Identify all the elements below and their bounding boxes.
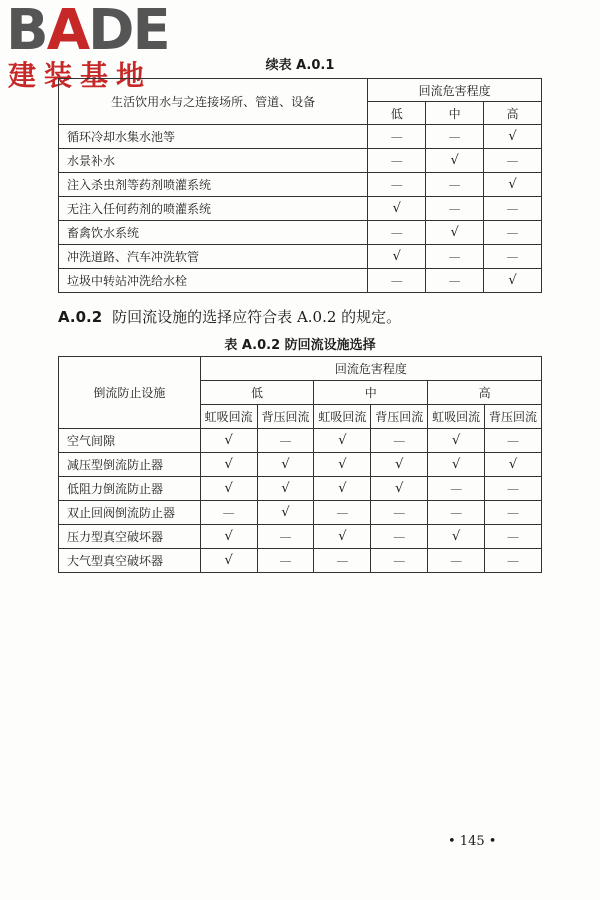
table1-level-header: 中 [426,102,484,125]
table1-level-header: 低 [368,102,426,125]
logo-subtitle: 建装基地 [8,59,153,92]
row-label: 大气型真空破坏器 [59,549,201,573]
table2-level-header: 高 [428,381,542,405]
table-cell: — [371,525,428,549]
table-cell: — [485,525,542,549]
table-row [59,549,542,573]
logo-brand: BADE [6,0,169,63]
table-cell: √ [314,429,371,453]
table-cell: — [484,245,542,269]
row-label: 垃圾中转站冲洗给水栓 [59,269,368,293]
table-cell: — [371,429,428,453]
table-row [59,221,542,245]
table2-group-header: 回流危害程度 [200,357,541,381]
table-cell: √ [428,453,485,477]
table-cell: — [368,125,426,149]
table2-col-header: 倒流防止设施 [59,357,201,429]
table-cell: √ [428,525,485,549]
table-cell: — [485,429,542,453]
table-cell: — [484,149,542,173]
table-cell: — [314,549,371,573]
table-a02 [58,356,542,573]
table-cell: — [368,221,426,245]
table2-subheader: 背压回流 [485,405,542,429]
table-row [59,429,542,453]
table-cell: — [368,269,426,293]
table-cell: √ [200,477,257,501]
table-cell: — [485,477,542,501]
table-cell: √ [200,429,257,453]
table2-subheader: 虹吸回流 [428,405,485,429]
table-cell: √ [200,525,257,549]
table-row [59,477,542,501]
table-cell: — [426,269,484,293]
row-label: 低阻力倒流防止器 [59,477,201,501]
row-label: 畜禽饮水系统 [59,221,368,245]
row-label: 冲洗道路、汽车冲洗软管 [59,245,368,269]
table-cell: √ [484,269,542,293]
table-cell: — [257,549,314,573]
table-cell: √ [484,125,542,149]
table-row [59,453,542,477]
table-cell: — [428,477,485,501]
table-row [59,125,542,149]
table-cell: — [371,549,428,573]
table-cell: √ [257,453,314,477]
table-row [59,173,542,197]
table-cell: √ [257,477,314,501]
table-cell: √ [368,245,426,269]
row-label: 空气间隙 [59,429,201,453]
table-cell: — [426,173,484,197]
table-cell: — [485,501,542,525]
table1-caption: 续表 A.0.1 [265,58,335,73]
table-cell: √ [426,221,484,245]
table-cell: — [200,501,257,525]
table-cell: — [484,221,542,245]
table-cell: — [428,549,485,573]
table2-level-header: 低 [200,381,314,405]
table-cell: — [426,125,484,149]
table1-level-header: 高 [484,102,542,125]
table-row [59,525,542,549]
table-cell: √ [314,477,371,501]
table-cell: √ [371,453,428,477]
clause-text: 防回流设施的选择应符合表 A.0.2 的规定。 [112,308,402,326]
table-cell: — [257,525,314,549]
table-cell: — [371,501,428,525]
table2-subheader: 背压回流 [257,405,314,429]
table-cell: — [428,501,485,525]
table2-caption: 表 A.0.2 防回流设施选择 [224,338,376,353]
table-cell: √ [314,453,371,477]
table-cell: √ [428,429,485,453]
table-row [59,269,542,293]
table-row [59,245,542,269]
table2-subheader: 背压回流 [371,405,428,429]
table-cell: √ [368,197,426,221]
row-label: 压力型真空破坏器 [59,525,201,549]
table1-col-header: 生活饮用水与之连接场所、管道、设备 [59,79,368,125]
table2-level-header: 中 [314,381,428,405]
table-cell: — [368,173,426,197]
row-label: 水景补水 [59,149,368,173]
page-number: • 145 • [448,834,497,849]
table-cell: √ [314,525,371,549]
table-cell: √ [485,453,542,477]
table-cell: — [426,245,484,269]
table-cell: — [484,197,542,221]
clause-a02 [58,306,401,327]
table1-group-header: 回流危害程度 [368,79,542,102]
table2-subheader: 虹吸回流 [200,405,257,429]
table-cell: — [485,549,542,573]
table-cell: √ [426,149,484,173]
table-cell: √ [484,173,542,197]
table-row [59,501,542,525]
table-cell: √ [257,501,314,525]
row-label: 减压型倒流防止器 [59,453,201,477]
row-label: 无注入任何药剂的喷灌系统 [59,197,368,221]
table-cell: — [426,197,484,221]
table-cell: — [314,501,371,525]
table-cell: — [257,429,314,453]
table-row [59,149,542,173]
table-a01-continued [58,78,542,293]
table-cell: √ [200,453,257,477]
table-cell: √ [200,549,257,573]
table-cell: — [368,149,426,173]
row-label: 循环冷却水集水池等 [59,125,368,149]
row-label: 双止回阀倒流防止器 [59,501,201,525]
table2-subheader: 虹吸回流 [314,405,371,429]
clause-number: A.0.2 [58,308,103,326]
row-label: 注入杀虫剂等药剂喷灌系统 [59,173,368,197]
table-row [59,197,542,221]
table-cell: √ [371,477,428,501]
